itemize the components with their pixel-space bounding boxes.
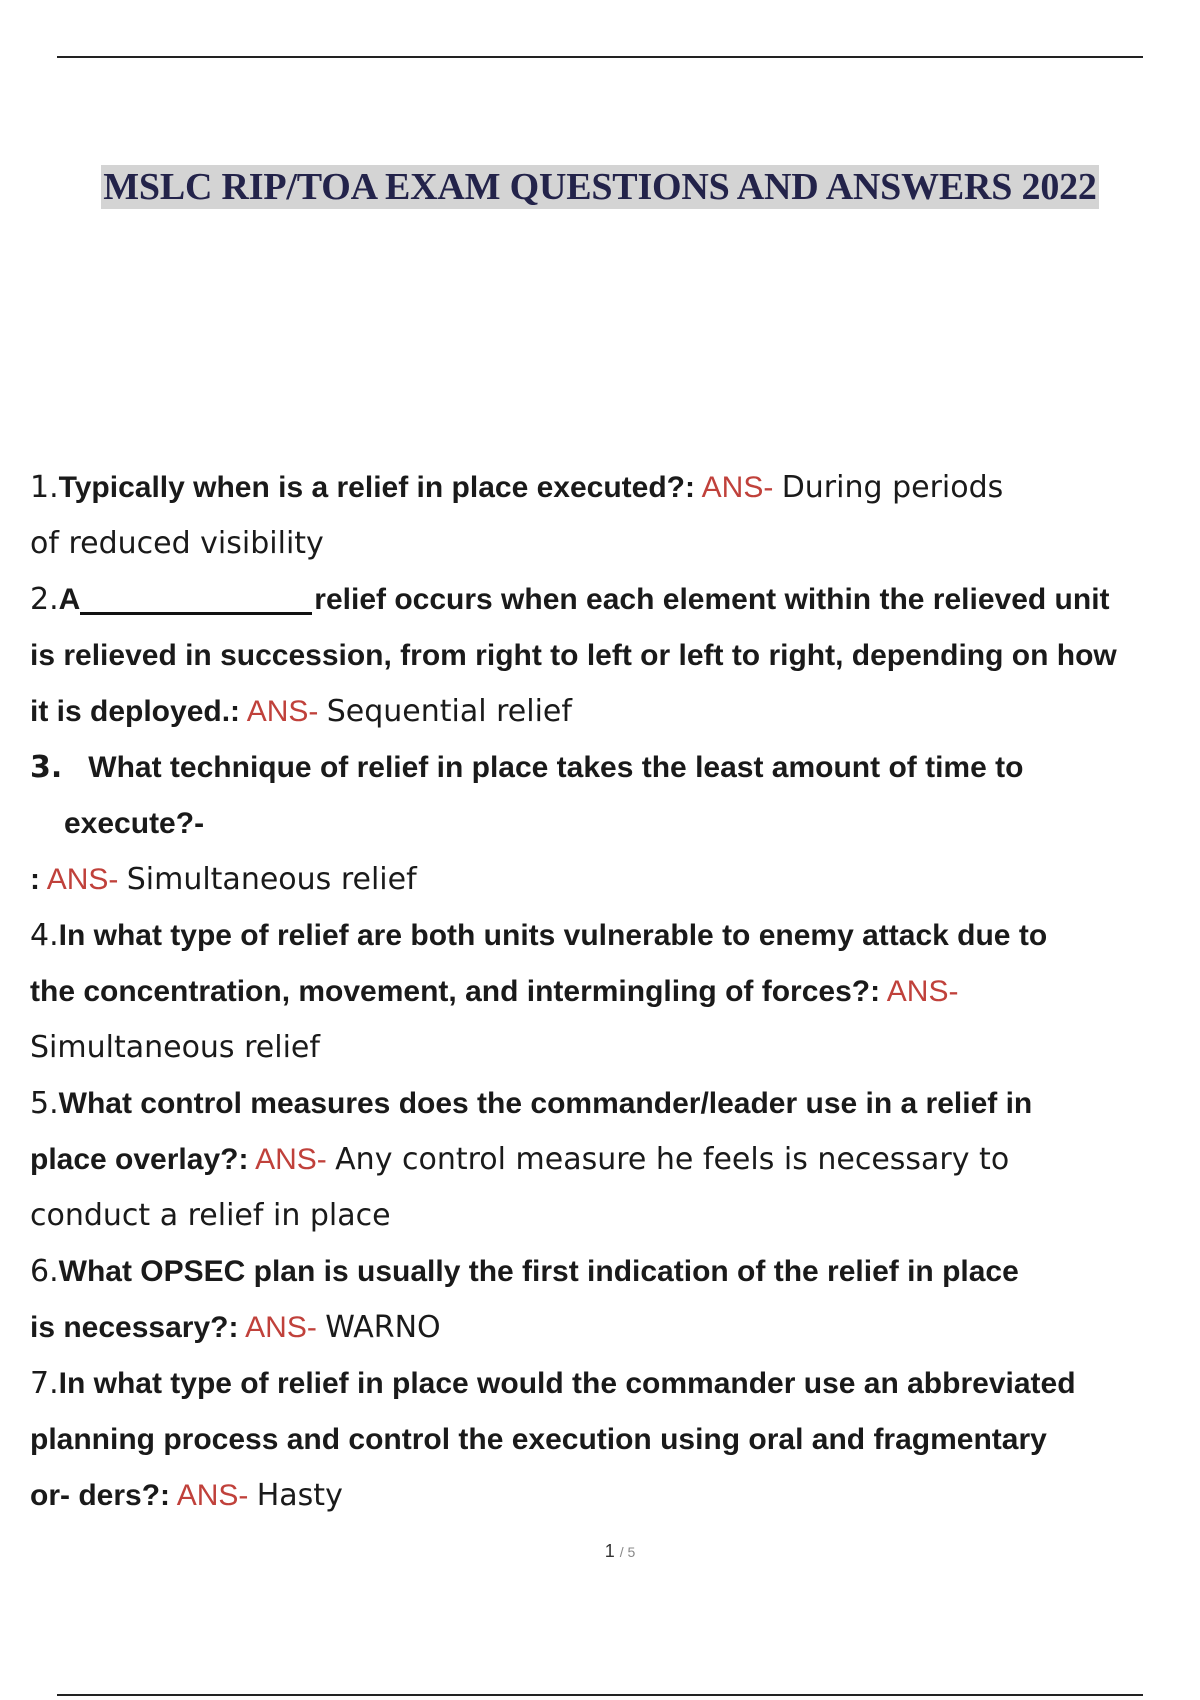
title-block xyxy=(0,165,1200,209)
fill-in-blank xyxy=(80,582,312,615)
question-number: 7. xyxy=(30,1366,59,1401)
question-text-cont: execute?- xyxy=(64,807,205,840)
document-title: MSLC RIP/TOA EXAM QUESTIONS AND ANSWERS 2022 xyxy=(103,166,1097,208)
bottom-rule xyxy=(57,1694,1143,1696)
qa-item-7 xyxy=(30,1356,1190,1524)
answer-label: ANS- xyxy=(46,863,119,896)
answer-label: ANS- xyxy=(246,695,319,728)
question-number: 3. xyxy=(30,750,63,785)
question-number: 1. xyxy=(30,470,59,505)
answer-label: ANS- xyxy=(886,975,959,1008)
qa-item-5 xyxy=(30,1076,1190,1244)
qa-item-1 xyxy=(30,460,1190,572)
qa-item-2 xyxy=(30,572,1190,740)
page-total: / 5 xyxy=(619,1544,636,1560)
question-text: A xyxy=(58,583,81,616)
answer-text: Any control measure he feels is necessary to xyxy=(335,1142,1010,1177)
question-text: What control measures does the commander/leader use in a relief in xyxy=(58,1087,1033,1120)
question-text-cont: relief occurs when each element within the relieved unit xyxy=(314,583,1110,616)
question-text-cont: place overlay?: xyxy=(30,1143,249,1176)
qa-item-3 xyxy=(30,740,1190,908)
answer-label: ANS- xyxy=(255,1143,327,1176)
answer-text: Simultaneous relief xyxy=(30,1030,320,1065)
question-number: 6. xyxy=(30,1254,59,1289)
page-current: 1 xyxy=(604,1541,615,1561)
question-number: 4. xyxy=(30,918,59,953)
question-text: In what type of relief in place would the commander use an abbreviated xyxy=(58,1367,1076,1400)
answer-text: During periods xyxy=(781,470,1004,505)
qa-item-4 xyxy=(30,908,1190,1076)
answer-label: ANS- xyxy=(176,1479,249,1512)
question-text: In what type of relief are both units vulnerable to enemy attack due to xyxy=(58,919,1048,952)
answer-text: WARNO xyxy=(325,1310,441,1345)
answer-text: Sequential relief xyxy=(326,694,572,729)
answer-prefix: : xyxy=(30,863,40,896)
question-text-cont: planning process and control the execution using oral and fragmentary xyxy=(30,1423,1047,1456)
answer-text: Hasty xyxy=(256,1478,343,1513)
qa-item-6 xyxy=(30,1244,1190,1356)
question-number: 5. xyxy=(30,1086,59,1121)
question-text: What OPSEC plan is usually the first indication of the relief in place xyxy=(58,1255,1019,1288)
question-text: What technique of relief in place takes the least amount of time to xyxy=(88,751,1024,784)
answer-label: ANS- xyxy=(245,1311,317,1344)
page-indicator xyxy=(0,1541,1200,1562)
question-number: 2. xyxy=(30,582,59,617)
question-text-cont: or- ders?: xyxy=(30,1479,171,1512)
answer-text-cont: of reduced visibility xyxy=(30,526,324,561)
question-text: Typically when is a relief in place executed?: xyxy=(58,471,695,504)
question-text-cont: is relieved in succession, from right to left or left to right, depending on how xyxy=(30,639,1117,672)
answer-text-cont: conduct a relief in place xyxy=(30,1198,391,1233)
top-rule xyxy=(57,56,1143,58)
answer-label: ANS- xyxy=(701,471,774,504)
qa-list xyxy=(30,460,1190,1524)
answer-text: Simultaneous relief xyxy=(126,862,417,897)
question-text-cont: it is deployed.: xyxy=(30,695,241,728)
question-text-cont: the concentration, movement, and intermingling of forces?: xyxy=(30,975,881,1008)
question-text-cont: is necessary?: xyxy=(30,1311,239,1344)
